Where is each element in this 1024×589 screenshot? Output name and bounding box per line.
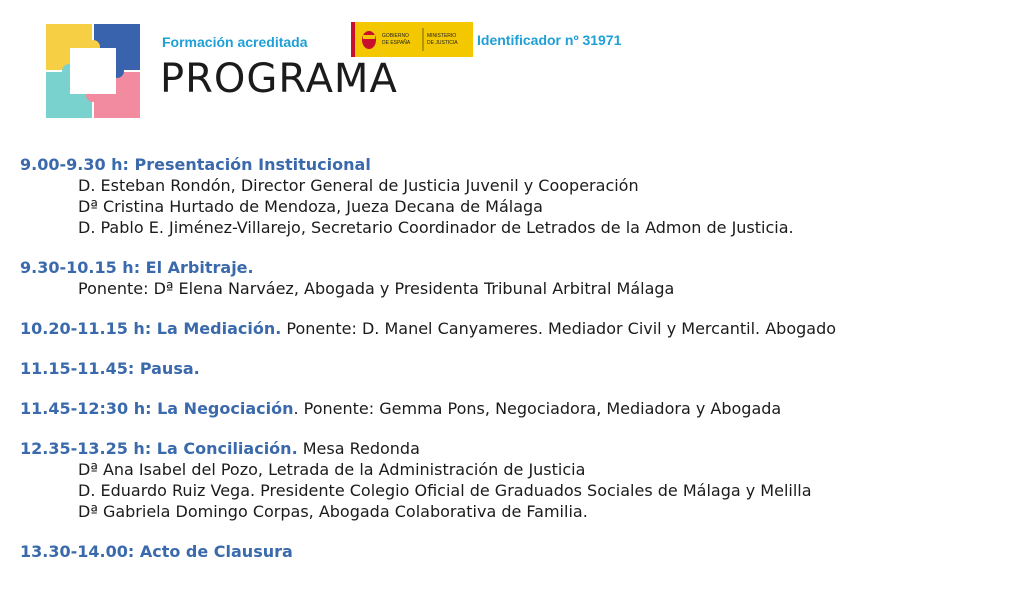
program-list — [20, 154, 1010, 581]
session-detail: Mesa Redonda — [297, 439, 420, 458]
session-time: 12.35-13.25 h: La Conciliación. — [20, 439, 298, 458]
page-title: PROGRAMA — [160, 56, 398, 102]
session-time: 11.45-12:30 h: La Negociación — [20, 399, 294, 418]
session-3 — [20, 318, 1010, 339]
accreditation-label: Formación acreditada — [162, 34, 308, 50]
session-4 — [20, 358, 1010, 379]
session-detail: . Ponente: Gemma Pons, Negociadora, Mediadora y Abogada — [293, 399, 782, 418]
session-line: Ponente: Dª Elena Narváez, Abogada y Presidenta Tribunal Arbitral Málaga — [78, 279, 675, 298]
gov-logo-line3: MINISTERIO — [427, 33, 457, 39]
session-time: 10.20-11.15 h: La Mediación. — [20, 319, 282, 338]
identifier-label: Identificador nº 31971 — [477, 32, 622, 48]
gov-logo-line1: GOBIERNO — [382, 33, 409, 39]
session-time: 9.30-10.15 h: El Arbitraje. — [20, 258, 254, 277]
government-logo — [351, 22, 473, 57]
session-line: D. Esteban Rondón, Director General de Justicia Juvenil y Cooperación — [78, 176, 639, 195]
session-time: 9.00-9.30 h: Presentación Institucional — [20, 155, 371, 174]
session-6 — [20, 438, 1010, 522]
session-time: 13.30-14.00: Acto de Clausura — [20, 542, 293, 561]
session-line: Dª Ana Isabel del Pozo, Letrada de la Administración de Justicia — [78, 460, 586, 479]
session-detail: Ponente: D. Manel Canyameres. Mediador Civil y Mercantil. Abogado — [281, 319, 837, 338]
session-line: D. Eduardo Ruiz Vega. Presidente Colegio Oficial de Graduados Sociales de Málaga y Melilla — [78, 481, 812, 500]
gov-logo-line4: DE JUSTICIA — [427, 40, 458, 46]
puzzle-logo-icon — [44, 22, 142, 120]
session-2 — [20, 257, 1010, 299]
gov-logo-line2: DE ESPAÑA — [382, 40, 411, 46]
session-1 — [20, 154, 1010, 238]
session-time: 11.15-11.45: Pausa. — [20, 359, 200, 378]
session-5 — [20, 398, 1010, 419]
session-7 — [20, 541, 1010, 562]
session-line: D. Pablo E. Jiménez-Villarejo, Secretario Coordinador de Letrados de la Admon de Justicia. — [78, 218, 794, 237]
session-line: Dª Gabriela Domingo Corpas, Abogada Colaborativa de Familia. — [78, 502, 588, 521]
session-line: Dª Cristina Hurtado de Mendoza, Jueza Decana de Málaga — [78, 197, 543, 216]
